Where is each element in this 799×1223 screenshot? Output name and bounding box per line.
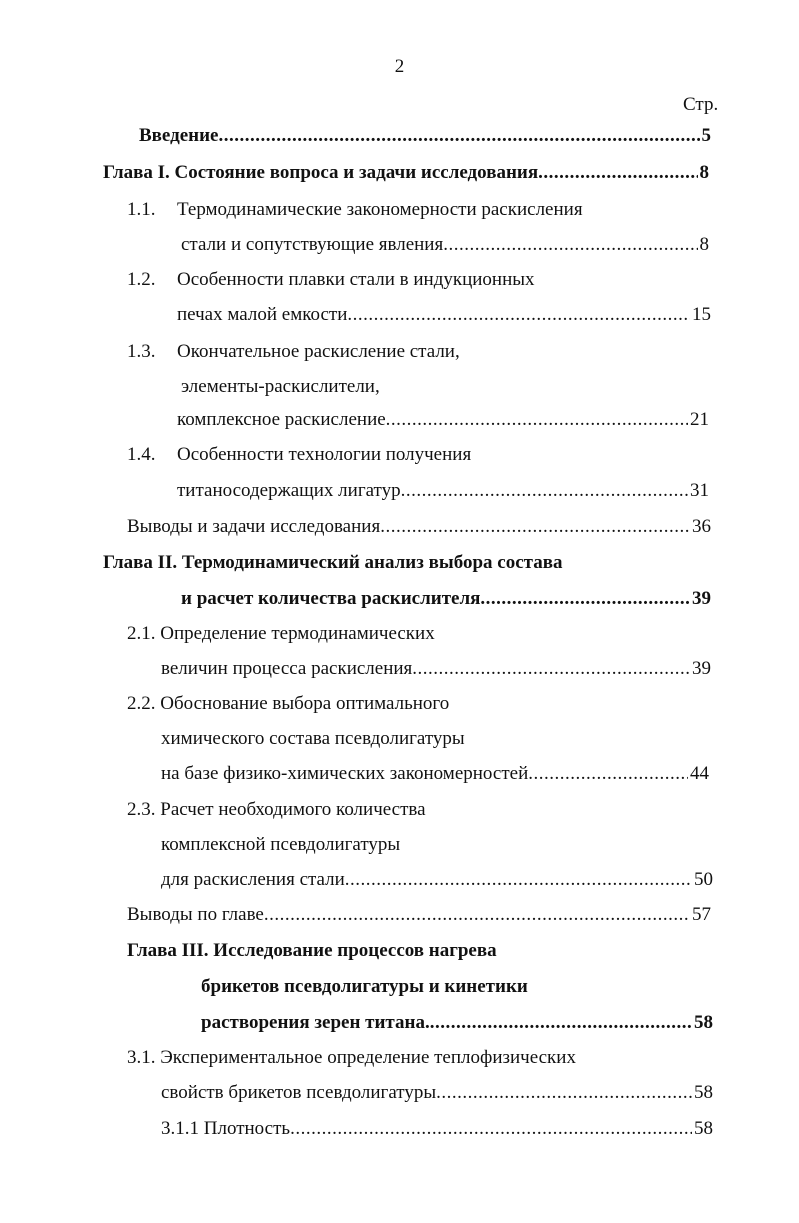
toc-entry-page: 15 [692, 304, 711, 325]
toc-entry-chapter-2 [181, 586, 711, 612]
toc-entry-page: 31 [690, 480, 709, 501]
toc-entry-title-line: комплексное раскисление [177, 409, 386, 430]
toc-entry-title: Глава I. Состояние вопроса и задачи исследования [103, 162, 539, 183]
toc-entry-section-1-3 [177, 407, 709, 433]
toc-entry-title: 3.1.1 Плотность [161, 1118, 291, 1139]
toc-entry-page: 5 [701, 125, 711, 146]
toc-entry-title: Выводы по главе [127, 904, 264, 925]
toc-leader-dots [264, 902, 690, 928]
toc-entry-page: 21 [690, 409, 709, 430]
toc-entry-page: 58 [694, 1118, 713, 1139]
toc-entry-title-line: 2.2. Обоснование выбора оптимального [127, 693, 450, 714]
toc-entry-title-line: элементы-раскислители, [181, 376, 380, 397]
toc-entry-chapter-3 [201, 1010, 713, 1036]
toc-leader-dots [436, 1080, 692, 1106]
toc-section-number: 1.4. [127, 444, 156, 465]
toc-entry-title-line: и расчет количества раскислителя [181, 588, 481, 609]
toc-entry-title-line: Глава II. Термодинамический анализ выбора состава [103, 552, 563, 573]
toc-entry-title-line: растворения зерен титана. [201, 1012, 430, 1033]
toc-entry-page: 39 [692, 588, 711, 609]
toc-entry-introduction [139, 123, 711, 149]
toc-entry-section-3-1 [161, 1080, 713, 1106]
toc-entry-title-line: на базе физико-химических закономерностей [161, 763, 529, 784]
toc-entry-conclusions-1 [127, 514, 711, 540]
toc-entry-title-line: комплексной псевдолигатуры [161, 834, 401, 855]
toc-leader-dots [528, 761, 688, 787]
page-column-header: Стр. [683, 94, 719, 115]
toc-leader-dots [401, 478, 688, 504]
toc-entry-section-1-4 [177, 478, 709, 504]
toc-entry-conclusions-2 [127, 902, 711, 928]
page-number: 2 [394, 56, 405, 77]
toc-entry-page: 50 [694, 869, 713, 890]
toc-entry-title-line: свойств брикетов псевдолигатуры [161, 1082, 437, 1103]
toc-section-number: 1.2. [127, 269, 156, 290]
toc-entry-title-line: Особенности плавки стали в индукционных [177, 269, 535, 290]
toc-section-number: 1.1. [127, 199, 156, 220]
toc-entry-title-line: Глава III. Исследование процессов нагрева [127, 940, 497, 961]
toc-leader-dots [412, 656, 690, 682]
toc-leader-dots [290, 1116, 692, 1142]
toc-entry-section-1-1 [181, 232, 709, 258]
toc-entry-chapter-1 [103, 160, 709, 186]
toc-entry-page: 57 [692, 904, 711, 925]
toc-entry-title-line: 3.1. Экспериментальное определение теплофизических [127, 1047, 576, 1068]
toc-entry-title-line: печах малой емкости [177, 304, 348, 325]
toc-leader-dots [380, 514, 690, 540]
toc-entry-title-line: Термодинамические закономерности раскисления [177, 199, 583, 220]
toc-entry-section-3-1-1 [161, 1116, 713, 1142]
toc-entry-title-line: титаносодержащих лигатур [177, 480, 401, 501]
toc-entry-page: 44 [690, 763, 709, 784]
toc-entry-title-line: стали и сопутствующие явления [181, 234, 444, 255]
toc-leader-dots [219, 123, 700, 149]
toc-entry-title-line: Особенности технологии получения [177, 444, 472, 465]
toc-leader-dots [345, 867, 692, 893]
toc-entry-title-line: величин процесса раскисления [161, 658, 413, 679]
toc-entry-page: 58 [694, 1012, 713, 1033]
toc-leader-dots [386, 407, 688, 433]
toc-entry-section-2-1 [161, 656, 711, 682]
toc-entry-title-line: 2.1. Определение термодинамических [127, 623, 435, 644]
toc-leader-dots [538, 160, 697, 186]
toc-leader-dots [430, 1010, 692, 1036]
toc-entry-section-1-2 [177, 302, 711, 328]
toc-entry-section-2-3 [161, 867, 713, 893]
toc-entry-page: 8 [699, 162, 709, 183]
toc-section-number: 1.3. [127, 341, 156, 362]
toc-entry-section-2-2 [161, 761, 709, 787]
toc-leader-dots [443, 232, 697, 258]
toc-leader-dots [347, 302, 690, 328]
toc-entry-title-line: химического состава псевдолигатуры [161, 728, 465, 749]
toc-entry-title-line: для раскисления стали [161, 869, 345, 890]
toc-entry-page: 36 [692, 516, 711, 537]
toc-entry-title-line: 2.3. Расчет необходимого количества [127, 799, 426, 820]
toc-entry-title: Выводы и задачи исследования [127, 516, 381, 537]
toc-entry-title-line: брикетов псевдолигатуры и кинетики [201, 976, 528, 997]
toc-leader-dots [480, 586, 690, 612]
toc-entry-page: 58 [694, 1082, 713, 1103]
toc-entry-page: 39 [692, 658, 711, 679]
toc-entry-title-line: Окончательное раскисление стали, [177, 341, 460, 362]
toc-entry-page: 8 [699, 234, 709, 255]
toc-entry-title: Введение [139, 125, 219, 146]
